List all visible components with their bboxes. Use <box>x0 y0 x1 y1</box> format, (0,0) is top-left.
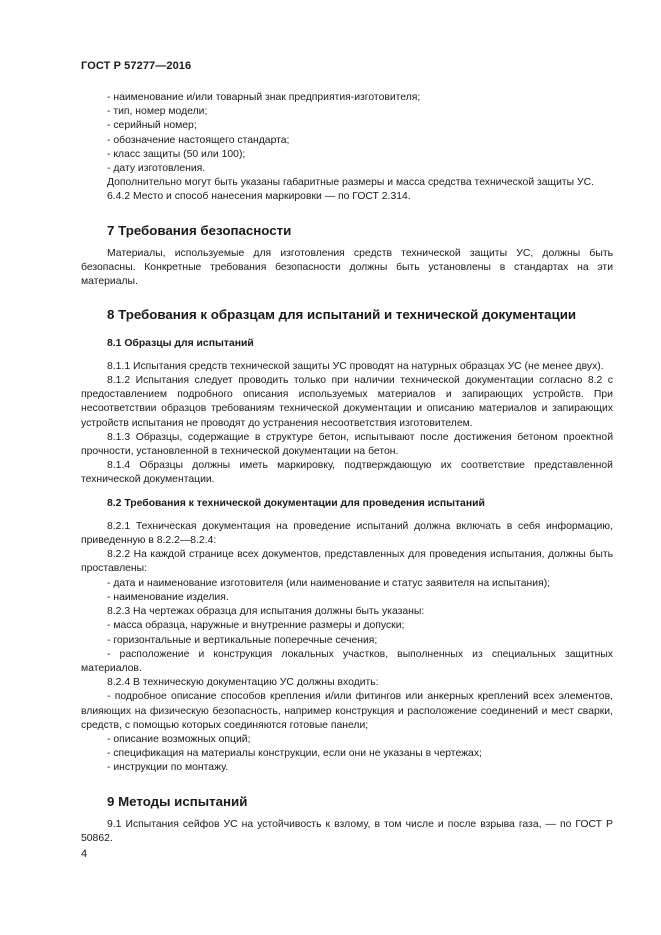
list-item: - дата и наименование изготовителя (или наименование и статус заявителя на испытания); <box>107 577 551 589</box>
list-item: - подробное описание способов крепления и/или фитингов или анкерных креплений всех элементов, влияющих на физическую безопасность, например конструкция и расположение соединений и мест сварки, средств, с помощью которых соединяются готовые панели; <box>81 691 613 731</box>
list-item: - класс защиты (50 или 100); <box>107 148 246 160</box>
document-header: ГОСТ Р 57277—2016 <box>81 60 192 72</box>
section-7-title: 7 Требования безопасности <box>107 222 292 238</box>
paragraph: 6.4.2 Место и способ нанесения маркировки — по ГОСТ 2.314. <box>107 191 411 203</box>
paragraph: 8.2.1 Техническая документация на проведение испытаний должна включать в себя информацию, приведенную в 8.2.2—8.2.4: <box>81 520 613 547</box>
document-body <box>81 91 613 846</box>
list-item: - наименование и/или товарный знак предприятия-изготовителя; <box>107 92 421 103</box>
paragraph: Дополнительно могут быть указаны габаритные размеры и масса средства технической защиты УС. <box>107 177 595 189</box>
list-item: - описание возможных опций; <box>107 733 251 745</box>
list-item: - наименование изделия. <box>107 591 229 603</box>
paragraph: 8.2.4 В техническую документацию УС должны входить: <box>107 677 379 689</box>
list-item: - серийный номер; <box>107 120 197 132</box>
page-number: 4 <box>81 848 88 860</box>
paragraph: 8.1.4 Образцы должны иметь маркировку, подтверждающую их соответствие представленной технической документации. <box>81 460 613 486</box>
list-item: - обозначение настоящего стандарта; <box>107 134 290 146</box>
list-item: - тип, номер модели; <box>107 106 208 118</box>
section-8-title: 8 Требования к образцам для испытаний и технической документации <box>107 307 577 323</box>
paragraph: 8.1.2 Испытания следует проводить только при наличии технической документации согласно 8.2 с предоставлением подробного описания используемых материалов и запирающих устройств. При несоответствии образцов требованиям технической документации и описанию материалов и запирающих устройств испытания не проводят до устранения несоответствия изготовителем. <box>81 375 613 429</box>
paragraph: 8.1.3 Образцы, содержащие в структуре бетон, испытывают после достижения бетоном проектной прочности, установленной в технической документации на бетон. <box>81 431 613 458</box>
list-item: - масса образца, наружные и внутренние размеры и допуски; <box>107 620 405 632</box>
section-9-title: 9 Методы испытаний <box>107 793 248 809</box>
paragraph: 8.2.3 На чертежах образца для испытания должны быть указаны: <box>107 606 425 618</box>
paragraph: 8.2.2 На каждой странице всех документов, представленных для проведения испытания, должны быть проставлены: <box>81 549 613 575</box>
list-item: - расположение и конструкция локальных участков, выполненных из специальных защитных материалов. <box>81 648 613 674</box>
subsection-8-2-title: 8.2 Требования к технической документации для проведения испытаний <box>107 497 485 509</box>
paragraph: 8.1.1 Испытания средств технической защиты УС проводят на натурных образцах УС (не менее двух). <box>107 360 604 372</box>
list-item: - спецификация на материалы конструкции, если они не указаны в чертежах; <box>107 748 482 760</box>
paragraph: 9.1 Испытания сейфов УС на устойчивость к взлому, в том числе и после взрыва газа, — по ГОСТ Р 50862. <box>81 818 613 844</box>
list-item: - инструкции по монтажу. <box>107 762 229 774</box>
subsection-8-1-title: 8.1 Образцы для испытаний <box>107 337 254 349</box>
paragraph: Материалы, используемые для изготовления средств технической защиты УС, должны быть безопасны. Конкретные требования безопасности должны быть установлены в стандартах на эти материалы. <box>81 247 613 288</box>
list-item: - горизонтальные и вертикальные поперечные сечения; <box>107 634 378 646</box>
list-item: - дату изготовления. <box>107 163 206 175</box>
